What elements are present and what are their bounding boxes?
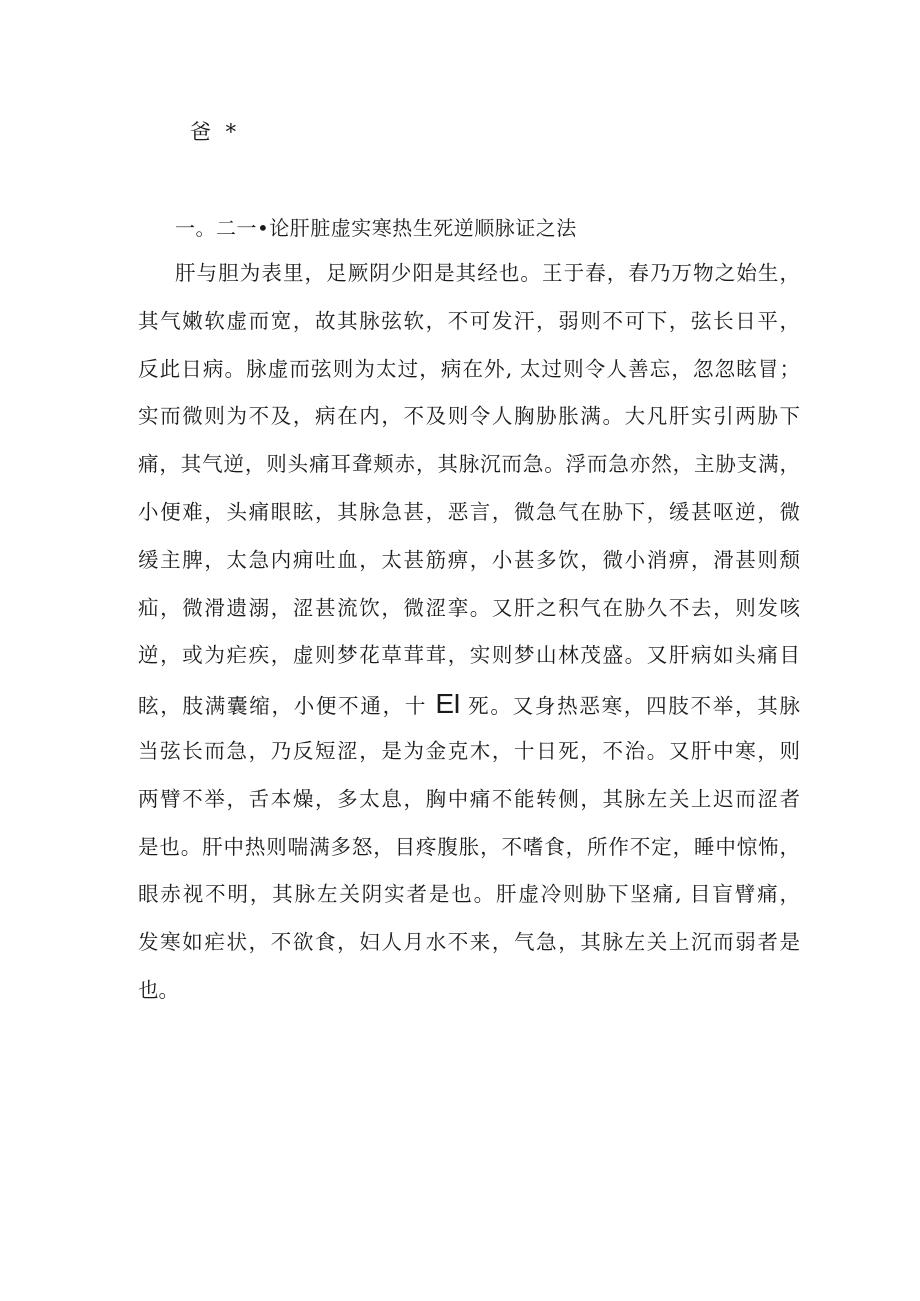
paragraph-line: 也。 bbox=[138, 977, 179, 1002]
paragraph-line: 反此日病。脉虚而弦则为太过，病在外, 太过则令人善忘，忽忽眩冒； bbox=[138, 356, 800, 381]
line-segment: 死。又身热恶寒，四肢不举，其脉 bbox=[459, 694, 801, 719]
paragraph-line: 小便难，头痛眼眩，其脉急甚，恶言，微急气在胁下，缓甚呕逆，微 bbox=[138, 499, 800, 524]
paragraph-line: 发寒如疟状，不欲食，妇人月水不来，气急，其脉左关上沉而弱者是 bbox=[138, 930, 800, 955]
paragraph-line: 肝与胆为表里，足厥阴少阳是其经也。王于春，春乃万物之始生， bbox=[175, 261, 800, 285]
body-paragraph bbox=[138, 250, 800, 1015]
paragraph-line: 逆，或为疟疾，虚则梦花草茸茸，实则梦山林茂盛。又肝病如头痛目 bbox=[138, 643, 800, 668]
paragraph-line: 眼赤视不明，其脉左关阴实者是也。肝虚冷则胁下坚痛, 目盲臂痛， bbox=[138, 882, 800, 907]
line-segment: 眩，肢满囊缩，小便不通，十 bbox=[138, 694, 436, 719]
paragraph-line: 缓主脾，太急内痈吐血，太甚筋痹，小甚多饮，微小消痹，滑甚则颓 bbox=[138, 547, 800, 572]
paragraph-line: 两臂不举，舌本燥，多太息，胸中痛不能转侧，其脉左关上迟而涩者 bbox=[138, 786, 800, 811]
section-heading: 一。二一•论肝脏虚实寒热生死逆顺脉证之法 bbox=[175, 216, 577, 240]
header-mark: 爸 * bbox=[190, 120, 241, 144]
paragraph-line: 是也。肝中热则喘满多怒，目疼腹胀，不嗜食，所作不定，睡中惊怖， bbox=[138, 834, 800, 859]
paragraph-line-with-glyph bbox=[138, 680, 800, 728]
paragraph-line: 实而微则为不及，病在内，不及则令人胸胁胀满。大凡肝实引两胁下 bbox=[138, 404, 800, 429]
paragraph-line: 当弦长而急，乃反短涩，是为金克木，十日死，不治。又肝中寒，则 bbox=[138, 738, 800, 763]
ocr-glyph: EI bbox=[435, 688, 460, 720]
paragraph-line: 痛，其气逆，则头痛耳聋颊赤，其脉沉而急。浮而急亦然，主胁支满， bbox=[138, 452, 800, 477]
paragraph-line: 其气嫩软虚而宽，故其脉弦软，不可发汗，弱则不可下，弦长日平， bbox=[138, 308, 800, 333]
paragraph-line: 疝，微滑遗溺，涩甚流饮，微涩挛。又肝之积气在胁久不去，则发咳 bbox=[138, 595, 800, 620]
